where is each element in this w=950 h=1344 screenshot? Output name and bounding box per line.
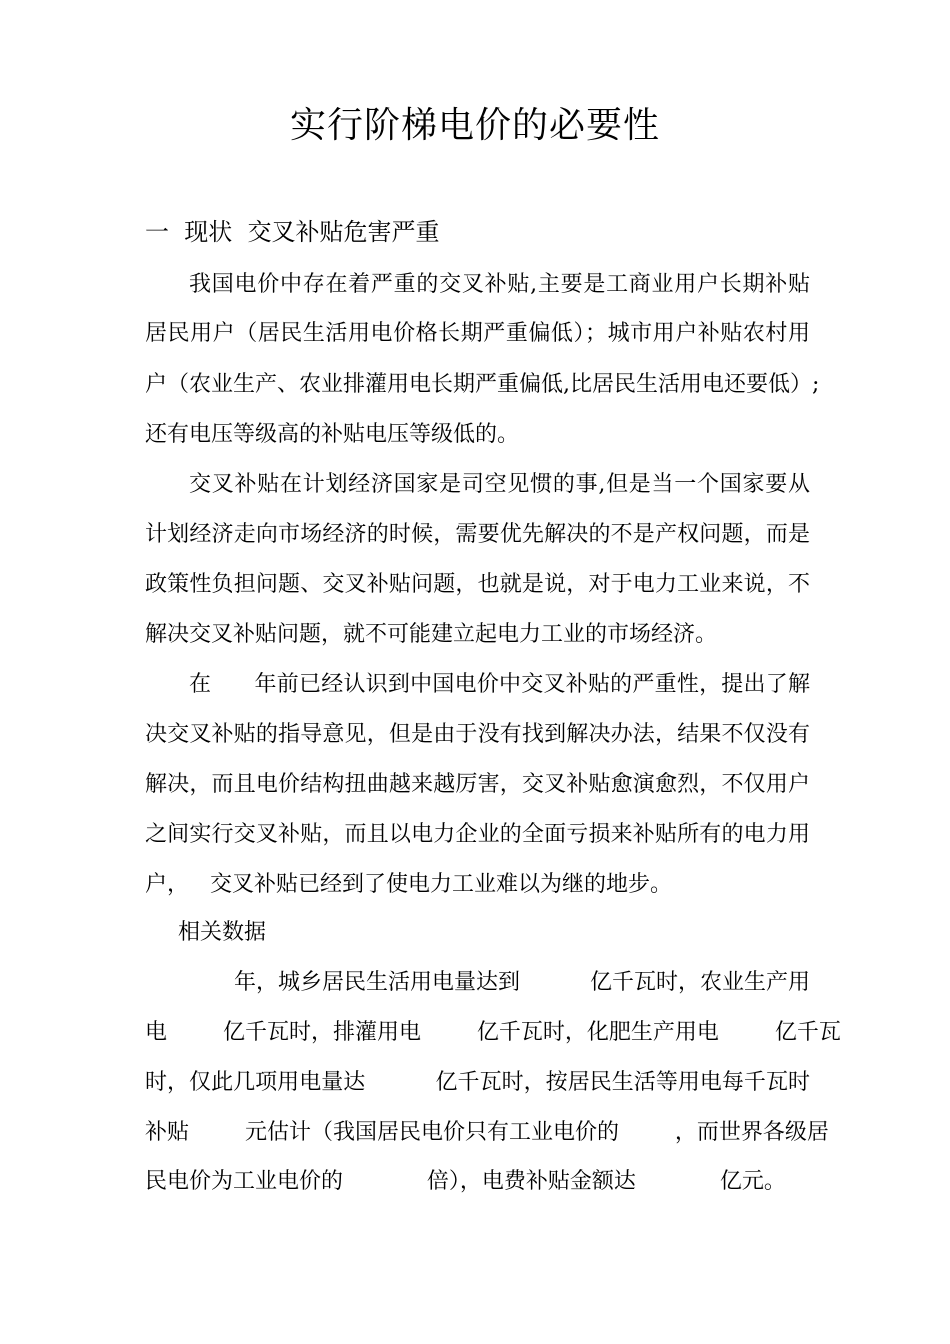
document-title: 实行阶梯电价的必要性 <box>289 105 660 146</box>
section-heading: 一 现状 交叉补贴危害严重 <box>145 218 440 246</box>
paragraph-1-line-4: 还有电压等级高的补贴电压等级低的。 <box>145 422 520 447</box>
paragraph-4-line-4: 补贴 元估计（我国居民电价只有工业电价的 ，而世界各级居 <box>145 1120 829 1145</box>
paragraph-4-line-2: 电 亿千瓦时，排灌用电 亿千瓦时，化肥生产用电 亿千瓦 <box>145 1020 841 1045</box>
paragraph-3-line-3: 解决，而且电价结构扭曲越来越厉害，交叉补贴愈演愈烈，不仅用户 <box>145 772 810 797</box>
paragraph-2-line-2: 计划经济走向市场经济的时候，需要优先解决的不是产权问题，而是 <box>145 522 810 547</box>
paragraph-2-line-3: 政策性负担问题、交叉补贴问题，也就是说，对于电力工业来说，不 <box>145 572 810 597</box>
paragraph-3-line-1: 在 年前已经认识到中国电价中交叉补贴的严重性，提出了解 <box>189 672 810 697</box>
paragraph-3-line-2: 决交叉补贴的指导意见，但是由于没有找到解决办法，结果不仅没有 <box>145 722 810 747</box>
related-data-label: 相关数据 <box>178 920 267 945</box>
paragraph-2-line-4: 解决交叉补贴问题，就不可能建立起电力工业的市场经济。 <box>145 622 718 647</box>
paragraph-3-line-4: 之间实行交叉补贴，而且以电力企业的全面亏损来补贴所有的电力用 <box>145 822 810 847</box>
paragraph-4-line-1: 年，城乡居民生活用电量达到 亿千瓦时，农业生产用 <box>234 970 810 995</box>
paragraph-1-line-3: 户（农业生产、农业排灌用电长期严重偏低,比居民生活用电还要低）; <box>145 372 820 397</box>
paragraph-1-line-2: 居民用户（居民生活用电价格长期严重偏低）；城市用户补贴农村用 <box>145 321 810 346</box>
paragraph-1-line-1: 我国电价中存在着严重的交叉补贴,主要是工商业用户长期补贴 <box>189 272 810 297</box>
paragraph-4-line-3: 时，仅此几项用电量达 亿千瓦时，按居民生活等用电每千瓦时 <box>145 1070 810 1095</box>
paragraph-4-line-5: 民电价为工业电价的 倍），电费补贴金额达 亿元。 <box>145 1169 786 1194</box>
paragraph-2-line-1: 交叉补贴在计划经济国家是司空见惯的事,但是当一个国家要从 <box>189 472 810 497</box>
paragraph-3-line-5: 户， 交叉补贴已经到了使电力工业难以为继的地步。 <box>145 872 672 897</box>
